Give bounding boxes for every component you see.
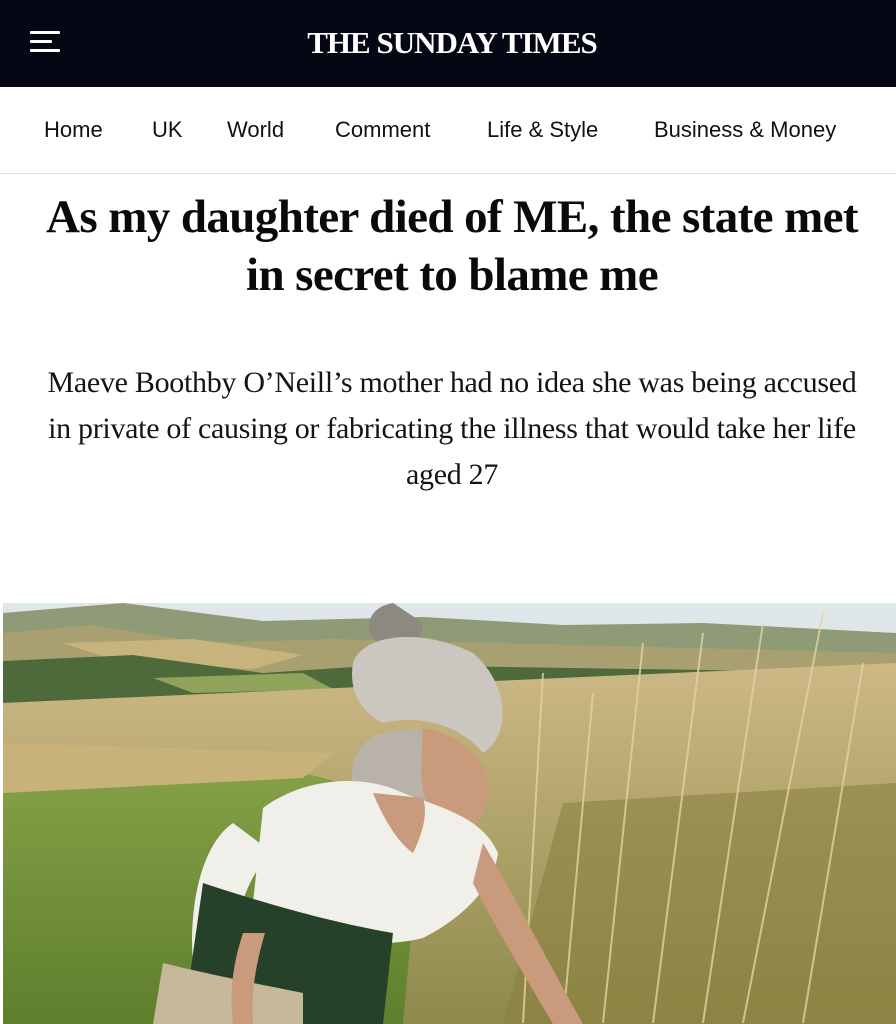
section-nav: [0, 87, 896, 174]
article-hero-image: [3, 603, 896, 1024]
article-headline: As my daughter died of ME, the state met in secret to blame me: [46, 191, 858, 301]
nav-item-comment[interactable]: Comment: [335, 117, 431, 142]
site-logo[interactable]: THE SUNDAY TIMES: [307, 25, 597, 60]
nav-item-uk[interactable]: UK: [152, 117, 183, 142]
nav-item-world[interactable]: World: [227, 117, 285, 142]
nav-item-business-money[interactable]: Business & Money: [654, 117, 837, 142]
nav-item-life-style[interactable]: Life & Style: [487, 117, 599, 142]
top-bar: [0, 0, 896, 87]
article-standfirst: Maeve Boothby O’Neill’s mother had no idea she was being accused in private of causing or fabricating the illness that would take her life aged 27: [47, 366, 857, 491]
nav-item-home[interactable]: Home: [44, 117, 103, 142]
